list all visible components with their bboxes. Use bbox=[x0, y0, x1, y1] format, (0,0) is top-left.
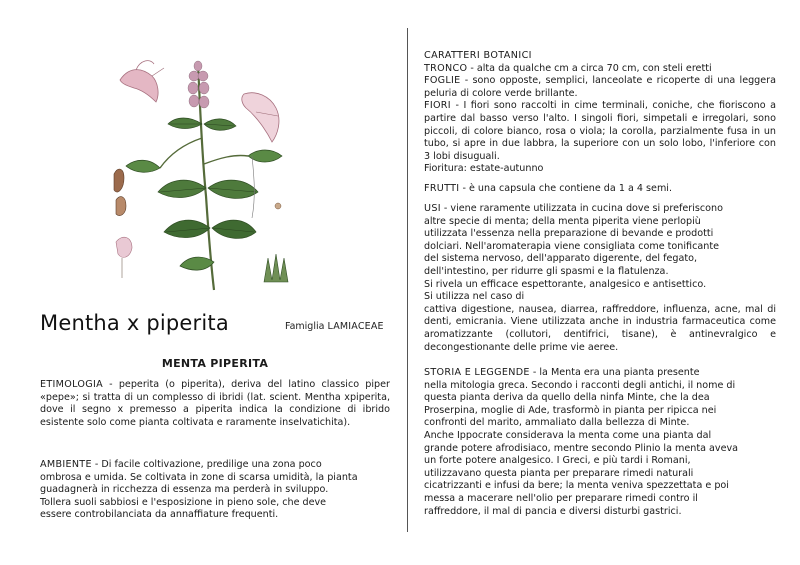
mint-plant-illustration bbox=[106, 46, 302, 294]
caratteri-section bbox=[424, 50, 776, 176]
family-label-text: Famiglia bbox=[285, 321, 325, 332]
storia-line: Anche Ippocrate considerava la menta come una pianta dal bbox=[424, 429, 712, 441]
usi-line: del sistema nervoso, dell'apparato digerente, del fegato, bbox=[424, 253, 698, 265]
storia-line: un forte potere analgesico. I Greci, e più tardi i Romani, bbox=[424, 455, 691, 467]
ambiente-label: AMBIENTE bbox=[40, 459, 92, 470]
usi-section bbox=[424, 203, 776, 354]
fioritura-text: Fioritura: estate-autunno bbox=[424, 163, 544, 175]
etimologia-text: - peperita (o piperita), deriva del latino classico piper «pepe»; si tratta di un complesso di ibridi (lat. scient. Mentha xpiperita, dove il segno x premesso a piperita indica la condizione di ibrido esistente solo come pianta coltivata e raramente inselvatichita). bbox=[40, 379, 390, 428]
etimologia-label: ETIMOLOGIA bbox=[40, 379, 103, 390]
frutti-text: - è una capsula che contiene da 1 a 4 semi. bbox=[459, 183, 673, 194]
caratteri-title: CARATTERI BOTANICI bbox=[424, 50, 532, 61]
storia-line: - la Menta era una pianta presente bbox=[529, 367, 700, 378]
ambiente-line: Tollera suoli sabbiosi e l'esposizione in pieno sole, che deve bbox=[40, 496, 327, 508]
tronco-label: TRONCO bbox=[424, 62, 468, 74]
usi-line: dolciari. Nell'aromaterapia viene consigliata come tonificante bbox=[424, 240, 719, 252]
storia-line: confronti del marito, ammaliato dalla bellezza di Minte. bbox=[424, 417, 690, 429]
usi-line: utilizzata l'essenza nella preparazione di bevande e prodotti bbox=[424, 228, 714, 240]
flower-detail-top-right bbox=[242, 93, 279, 142]
usi-line: Si rivela un efficace espettorante, analgesico e antisettico. bbox=[424, 278, 707, 290]
storia-section bbox=[424, 367, 776, 518]
frutti-section bbox=[424, 183, 776, 196]
usi-line: dell'intestino, per ridurre gli spasmi e la flatulenza. bbox=[424, 265, 669, 277]
family-label bbox=[285, 321, 384, 332]
etimologia-section bbox=[40, 379, 390, 429]
storia-line: grande potere afrodisiaco, mentre secondo Plinio la menta aveva bbox=[424, 442, 739, 454]
usi-line: - viene raramente utilizzata in cucina dove si preferiscono bbox=[440, 203, 723, 214]
storia-label: STORIA E LEGGENDE bbox=[424, 367, 530, 378]
storia-line: questa pianta deriva da quello della ninfa Minte, che la dea bbox=[424, 392, 710, 404]
storia-line: Proserpina, moglie di Ade, trasformò in pianta per ripicca nei bbox=[424, 404, 717, 416]
ambiente-section bbox=[40, 459, 390, 522]
usi-label: USI bbox=[424, 203, 441, 214]
ambiente-line: essere controbilanciata da annaffiature frequenti. bbox=[40, 509, 279, 521]
family-name: LAMIACEAE bbox=[327, 321, 384, 332]
foglie-text: - sono opposte, semplici, lanceolate e ricoperte di una leggera peluria di colore verde brillante. bbox=[424, 75, 776, 99]
storia-line: utilizzavano questa pianta per preparare rimedi naturali bbox=[424, 467, 694, 479]
foglie-label: FOGLIE bbox=[424, 75, 461, 87]
ambiente-line: ombrosa e umida. Se coltivata in zone di scarsa umidità, la pianta bbox=[40, 471, 358, 483]
ambiente-line: - Di facile coltivazione, predilige una zona poco bbox=[91, 459, 322, 470]
calyx-detail-right bbox=[252, 156, 288, 282]
tronco-text: - alta da qualche cm a circa 70 cm, con steli eretti bbox=[467, 62, 712, 74]
usi-line: Si utilizza nel caso di bbox=[424, 291, 525, 303]
flower-detail-top-left bbox=[120, 61, 164, 102]
usi-line: altre specie di menta; della menta piperita viene perlopiù bbox=[424, 215, 701, 227]
column-divider bbox=[407, 28, 408, 532]
fiori-label: FIORI bbox=[424, 100, 451, 112]
storia-line: raffreddore, il mal di pancia e diversi disturbi gastrici. bbox=[424, 505, 682, 517]
usi-paragraph: cattiva digestione, nausea, diarrea, raffreddore, influenza, acne, mal di denti, emicrania. Viene utilizzata anche in industria farmaceutica come aromatizzante (collutori, dentifrici, tisane), è antinevralgico e decongestionante delle prime vie aeree. bbox=[424, 303, 776, 353]
common-name-heading: MENTA PIPERITA bbox=[161, 357, 269, 370]
ambiente-line: guadagnerà in ricchezza di essenza ma perderà in sviluppo. bbox=[40, 484, 329, 496]
species-name: Mentha x piperita bbox=[40, 311, 229, 335]
storia-line: nella mitologia greca. Secondo i racconti degli antichi, il nome di bbox=[424, 379, 736, 391]
seed-detail-left bbox=[114, 169, 132, 278]
fiori-text: - I fiori sono raccolti in cime terminali, coniche, che fioriscono a partire dal basso verso l'alto. I singoli fiori, simpetali e irregolari, sono piccoli, di colore bianco, rosa o viola; la corolla, parzialmente fusa in un tubo, si apre in due labbra, la superiore con un solo lobo, l'inferiore con 3 lobi disuguali. bbox=[424, 100, 776, 162]
leaves bbox=[126, 118, 282, 270]
storia-line: messa a macerare nell'olio per preparare rimedi contro il bbox=[424, 492, 698, 504]
frutti-label: FRUTTI bbox=[424, 183, 460, 194]
storia-line: cicatrizzanti e infusi da bere; la menta veniva spezzettata e poi bbox=[424, 480, 729, 492]
